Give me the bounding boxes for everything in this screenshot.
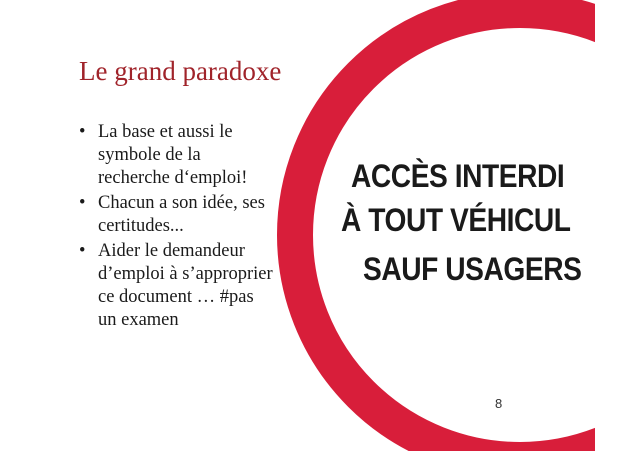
slide-title: Le grand paradoxe (79, 56, 285, 87)
bullet-item (79, 240, 344, 332)
bullet-dot: • (79, 241, 86, 261)
bullet-item (79, 192, 344, 238)
bullet-text: Aider le demandeur d’emploi à s’approprier ce document … #pas un examen (98, 241, 273, 330)
bullet-text: Chacun a son idée, ses certitudes... (98, 193, 265, 236)
bullet-dot: • (79, 193, 86, 213)
bullet-dot: • (79, 122, 86, 142)
sign-line-3: SAUF USAGERS (363, 251, 582, 287)
sign-line-1: ACCÈS INTERDI (351, 158, 565, 194)
bullet-text: La base et aussi le symbole de la recherche d‘emploi! (98, 122, 248, 188)
sign-line-2: À TOUT VÉHICUL (341, 202, 571, 238)
bullet-list (79, 121, 344, 334)
bullet-item (79, 121, 344, 190)
page-number: 8 (495, 396, 503, 411)
